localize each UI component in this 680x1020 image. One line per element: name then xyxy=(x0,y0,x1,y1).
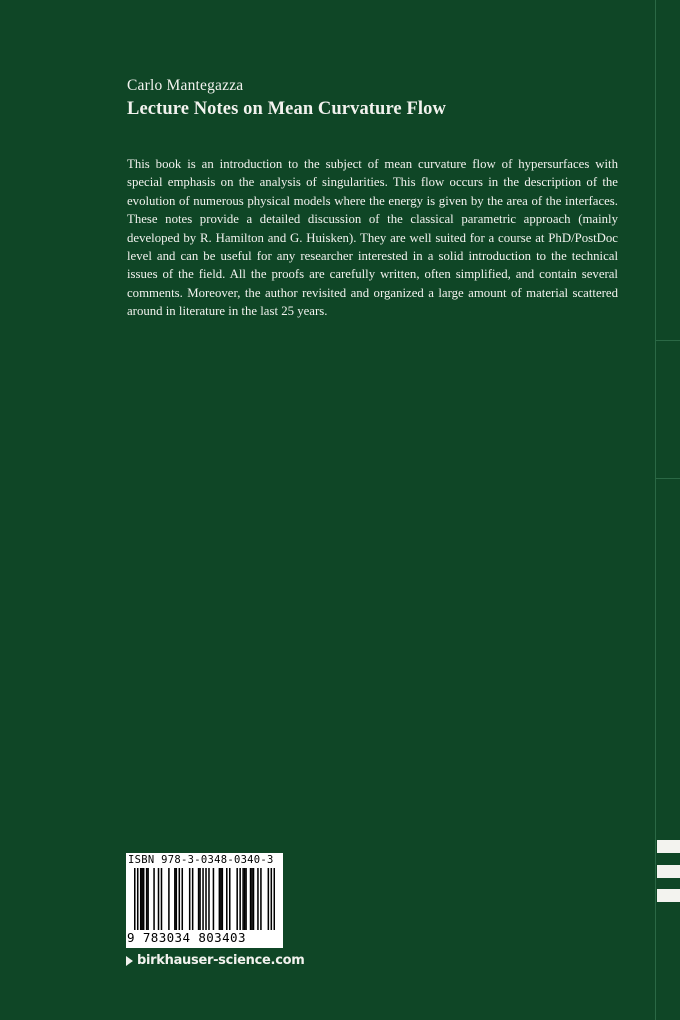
barcode-bar xyxy=(134,868,136,930)
triangle-right-icon xyxy=(126,956,133,966)
barcode-bar xyxy=(208,868,210,930)
barcode-bar xyxy=(239,868,241,930)
barcode-bar xyxy=(205,868,207,930)
isbn-label: ISBN 978-3-0348-0340-3 xyxy=(128,854,274,866)
barcode-bar xyxy=(229,868,231,930)
barcode-bar xyxy=(213,868,215,930)
barcode-bar xyxy=(189,868,191,930)
edge-rule xyxy=(656,340,680,341)
barcode-bar xyxy=(236,868,238,930)
barcode-bar xyxy=(137,868,139,930)
barcode-bar xyxy=(146,868,148,930)
barcode-bar xyxy=(198,868,200,930)
barcode-bar xyxy=(141,868,143,930)
barcode-bar xyxy=(244,868,246,930)
edge-tab xyxy=(657,889,680,902)
barcode-bar xyxy=(192,868,194,930)
barcode-bar xyxy=(147,868,149,930)
barcode-bar xyxy=(179,868,181,930)
barcode-bar xyxy=(242,868,244,930)
barcode-bars xyxy=(134,868,275,930)
barcode-bar xyxy=(274,868,275,930)
edge-tab xyxy=(657,840,680,853)
publisher-website[interactable] xyxy=(126,953,304,968)
barcode-bar xyxy=(153,868,155,930)
isbn-barcode xyxy=(126,853,283,948)
barcode-bar xyxy=(251,868,253,930)
barcode-bar xyxy=(174,868,176,930)
barcode-bar xyxy=(219,868,221,930)
barcode-bar xyxy=(226,868,228,930)
author-name: Carlo Mantegazza xyxy=(127,77,244,94)
barcode-bar xyxy=(161,868,163,930)
barcode-bar xyxy=(143,868,145,930)
barcode-bar xyxy=(176,868,178,930)
edge-rule xyxy=(656,478,680,479)
book-blurb: This book is an introduction to the subject of mean curvature flow of hypersurfaces with special emphasis on the analysis of singularities. This flow occurs in the description of the evolution of numerous physical models where the energy is given by the area of the interfaces. These notes provide a detailed discussion of the classical parametric approach (mainly developed by R. Hamilton and G. Huisken). They are well suited for a course at PhD/PostDoc level and can be useful for any researcher interested in a solid introduction to the technical issues of the field. All the proofs are carefully written, often simplified, and contain several comments. Moreover, the author revisited and organized a large amount of material scattered around in literature in the last 25 years. xyxy=(127,157,618,319)
spine-edge-line xyxy=(655,0,656,1020)
book-title: Lecture Notes on Mean Curvature Flow xyxy=(127,99,446,119)
barcode-bar xyxy=(257,868,259,930)
barcode-bar xyxy=(271,868,273,930)
barcode-bar xyxy=(140,868,142,930)
isbn-digits: 9 783034 803403 xyxy=(127,930,246,945)
barcode-bar xyxy=(181,868,183,930)
barcode-bar xyxy=(250,868,252,930)
barcode-bar xyxy=(158,868,160,930)
barcode-bar xyxy=(199,868,201,930)
barcode-bar xyxy=(268,868,270,930)
barcode-bar xyxy=(168,868,170,930)
barcode-bar xyxy=(253,868,255,930)
edge-tab xyxy=(657,865,680,878)
barcode-bar xyxy=(260,868,262,930)
website-label: birkhauser-science.com xyxy=(137,953,305,968)
barcode-bar xyxy=(220,868,222,930)
barcode-bar xyxy=(222,868,224,930)
barcode-bar xyxy=(245,868,247,930)
barcode-bar xyxy=(202,868,204,930)
